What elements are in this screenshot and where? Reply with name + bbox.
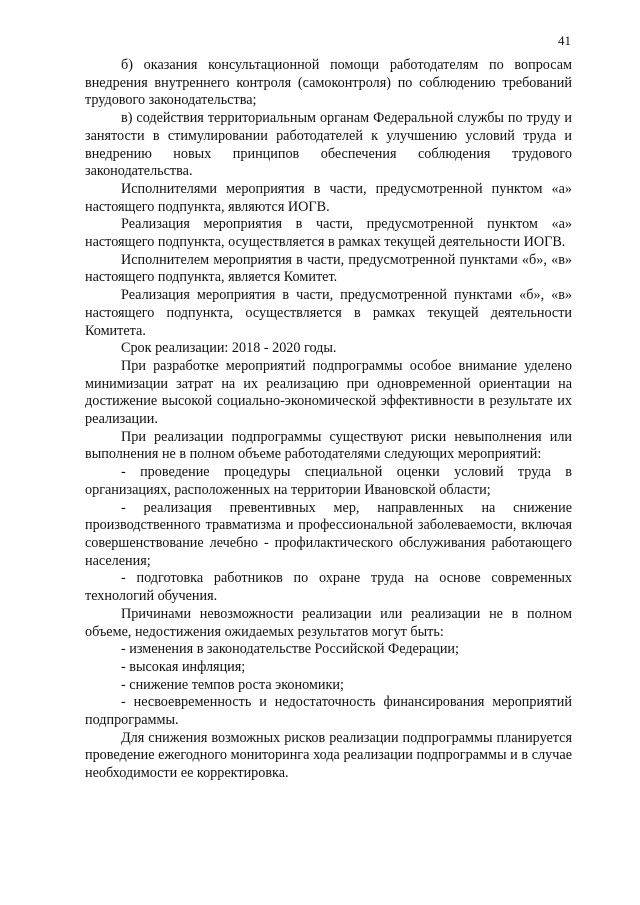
list-item-risk: - реализация превентивных мер, направленных на снижение производственного травматизма и профессиональной заболеваемости, включая совершенствование лечебно - профилактического обслуживания работающего населения; [85,499,572,569]
paragraph-implementation-a: Реализация мероприятия в части, предусмотренной пунктом «а» настоящего подпункта, осуществляется в рамках текущей деятельности ИОГВ. [85,216,572,251]
list-item-reason: - изменения в законодательстве Российской Федерации; [121,641,459,658]
list-item-reason: - несвоевременность и недостаточность финансирования мероприятий подпрограммы. [85,694,572,729]
paragraph-reasons-intro: Причинами невозможности реализации или реализации не в полном объеме, недостижения ожидаемых результатов могут быть: [85,605,572,640]
paragraph-risk-mitigation: Для снижения возможных рисков реализации подпрограммы планируется проведение ежегодного мониторинга хода реализации подпрограммы и в случае необходимости ее корректировка. [85,729,572,782]
paragraph-item-v: в) содействия территориальным органам Федеральной службы по труду и занятости в стимулировании работодателей к улучшению условий труда и внедрению новых принципов обеспечения соблюдения трудового законодательства. [85,110,572,180]
list-item-risk: - проведение процедуры специальной оценки условий труда в организациях, расположенных на территории Ивановской области; [85,464,572,498]
paragraph-timeframe: Срок реализации: 2018 - 2020 годы. [121,340,337,357]
paragraph-item-b: б) оказания консультационной помощи работодателям по вопросам внедрения внутреннего контроля (самоконтроля) по соблюдению требований трудового законодательства; [85,57,572,109]
paragraph-executor-b-v: Исполнителем мероприятия в части, предусмотренной пунктами «б», «в» настоящего подпункта, является Комитет. [85,251,572,286]
page-number: 41 [558,33,571,48]
paragraph-executors-a: Исполнителями мероприятия в части, предусмотренной пунктом «а» настоящего подпункта, являются ИОГВ. [85,180,572,215]
list-item-reason: - высокая инфляция; [121,658,246,675]
paragraph-implementation-b-v: Реализация мероприятия в части, предусмотренной пунктами «б», «в» настоящего подпункта, осуществляется в рамках текущей деятельности Комитета. [85,287,572,339]
document-body [85,57,572,783]
paragraph-cost-minimization: При разработке мероприятий подпрограммы особое внимание уделено минимизации затрат на их реализацию при одновременной ориентации на достижение высокой социально-экономической эффективности в результате их реализации. [85,357,572,428]
paragraph-risks-intro: При реализации подпрограммы существуют риски невыполнения или выполнения не в полном объеме работодателями следующих мероприятий: [85,428,572,463]
list-item-reason: - снижение темпов роста экономики; [121,676,344,693]
list-item-risk: - подготовка работников по охране труда на основе современных технологий обучения. [85,570,572,605]
